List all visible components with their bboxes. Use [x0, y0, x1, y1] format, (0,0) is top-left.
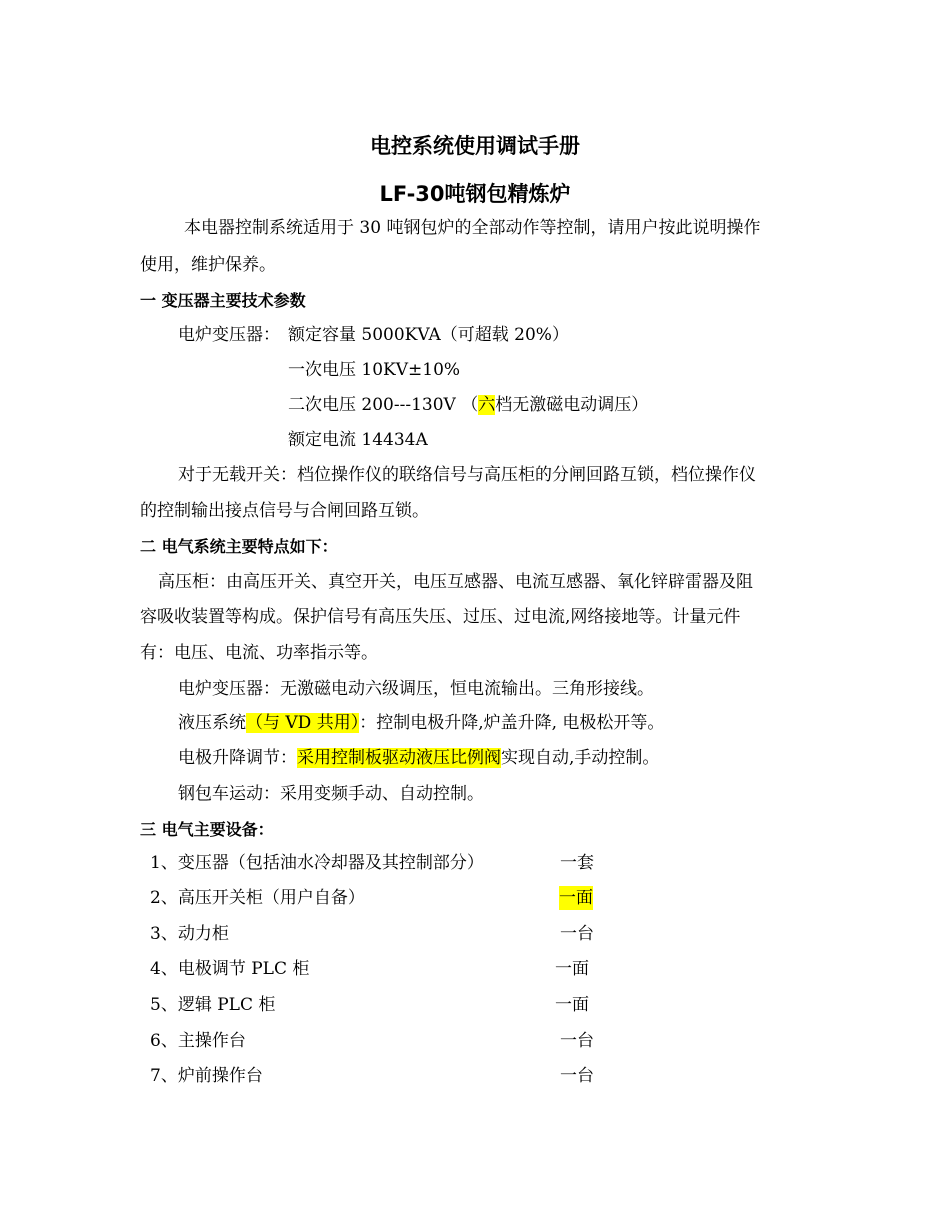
equipment-name: 5、逻辑 PLC 柜	[150, 995, 276, 1015]
equipment-qty: 一台	[560, 1066, 594, 1086]
intro-line-2: 使用，维护保养。	[140, 255, 276, 275]
hv-cabinet-line-2: 容吸收装置等构成。保护信号有高压失压、过压、过电流,网络接地等。计量元件	[140, 607, 741, 627]
primary-voltage: 一次电压 10KV±10%	[288, 360, 461, 380]
highlight-six: 六	[478, 395, 496, 415]
document-subtitle: LF-30吨钢包精炼炉	[379, 182, 571, 206]
hv-cabinet-line-1: 高压柜：由高压开关、真空开关，电压互感器、电流互感器、氧化锌辟雷器及阻	[158, 572, 753, 592]
equipment-name: 3、动力柜	[150, 924, 229, 944]
equipment-name: 7、炉前操作台	[150, 1066, 263, 1086]
secondary-voltage: 二次电压 200---130V （六档无激磁电动调压）	[288, 395, 649, 415]
document-title: 电控系统使用调试手册	[370, 134, 580, 158]
section-1-heading: 一 变压器主要技术参数	[140, 291, 306, 310]
rated-capacity: 额定容量 5000KVA（可超载 20%）	[288, 325, 569, 345]
no-load-switch-line-2: 的控制输出接点信号与合闸回路互锁。	[140, 501, 429, 521]
no-load-switch-line-1: 对于无载开关：档位操作仪的联络信号与高压柜的分闸回路互锁，档位操作仪	[178, 465, 756, 485]
equipment-qty: 一面	[559, 888, 593, 908]
equipment-qty: 一台	[560, 1031, 594, 1051]
equipment-qty: 一面	[555, 995, 589, 1015]
highlight-proportional-valve: 采用控制板驱动液压比例阀	[297, 748, 501, 768]
section-2-heading: 二 电气系统主要特点如下：	[140, 537, 338, 556]
equipment-name: 2、高压开关柜（用户自备）	[150, 888, 365, 908]
equipment-name: 6、主操作台	[150, 1031, 246, 1051]
hv-cabinet-line-3: 有：电压、电流、功率指示等。	[140, 643, 378, 663]
equipment-name: 4、电极调节 PLC 柜	[150, 959, 310, 979]
furnace-transformer-feature: 电炉变压器：无激磁电动六级调压，恒电流输出。三角形接线。	[178, 679, 654, 699]
equipment-qty: 一面	[555, 959, 589, 979]
section-3-heading: 三 电气主要设备：	[140, 820, 274, 839]
equipment-qty: 一台	[560, 924, 594, 944]
highlight-shared-with-vd: （与 VD 共用）	[246, 713, 360, 733]
ladle-car-motion: 钢包车运动：采用变频手动、自动控制。	[178, 784, 484, 804]
intro-line-1: 本电器控制系统适用于 30 吨钢包炉的全部动作等控制，请用户按此说明操作	[184, 218, 761, 238]
furnace-transformer-label: 电炉变压器：	[178, 325, 280, 345]
equipment-name: 1、变压器（包括油水冷却器及其控制部分）	[150, 853, 484, 873]
electrode-regulation: 电极升降调节：采用控制板驱动液压比例阀实现自动,手动控制。	[178, 748, 660, 768]
rated-current: 额定电流 14434A	[288, 430, 428, 450]
hydraulic-system: 液压系统（与 VD 共用）：控制电极升降,炉盖升降, 电极松开等。	[178, 713, 665, 733]
equipment-qty: 一套	[560, 853, 594, 873]
